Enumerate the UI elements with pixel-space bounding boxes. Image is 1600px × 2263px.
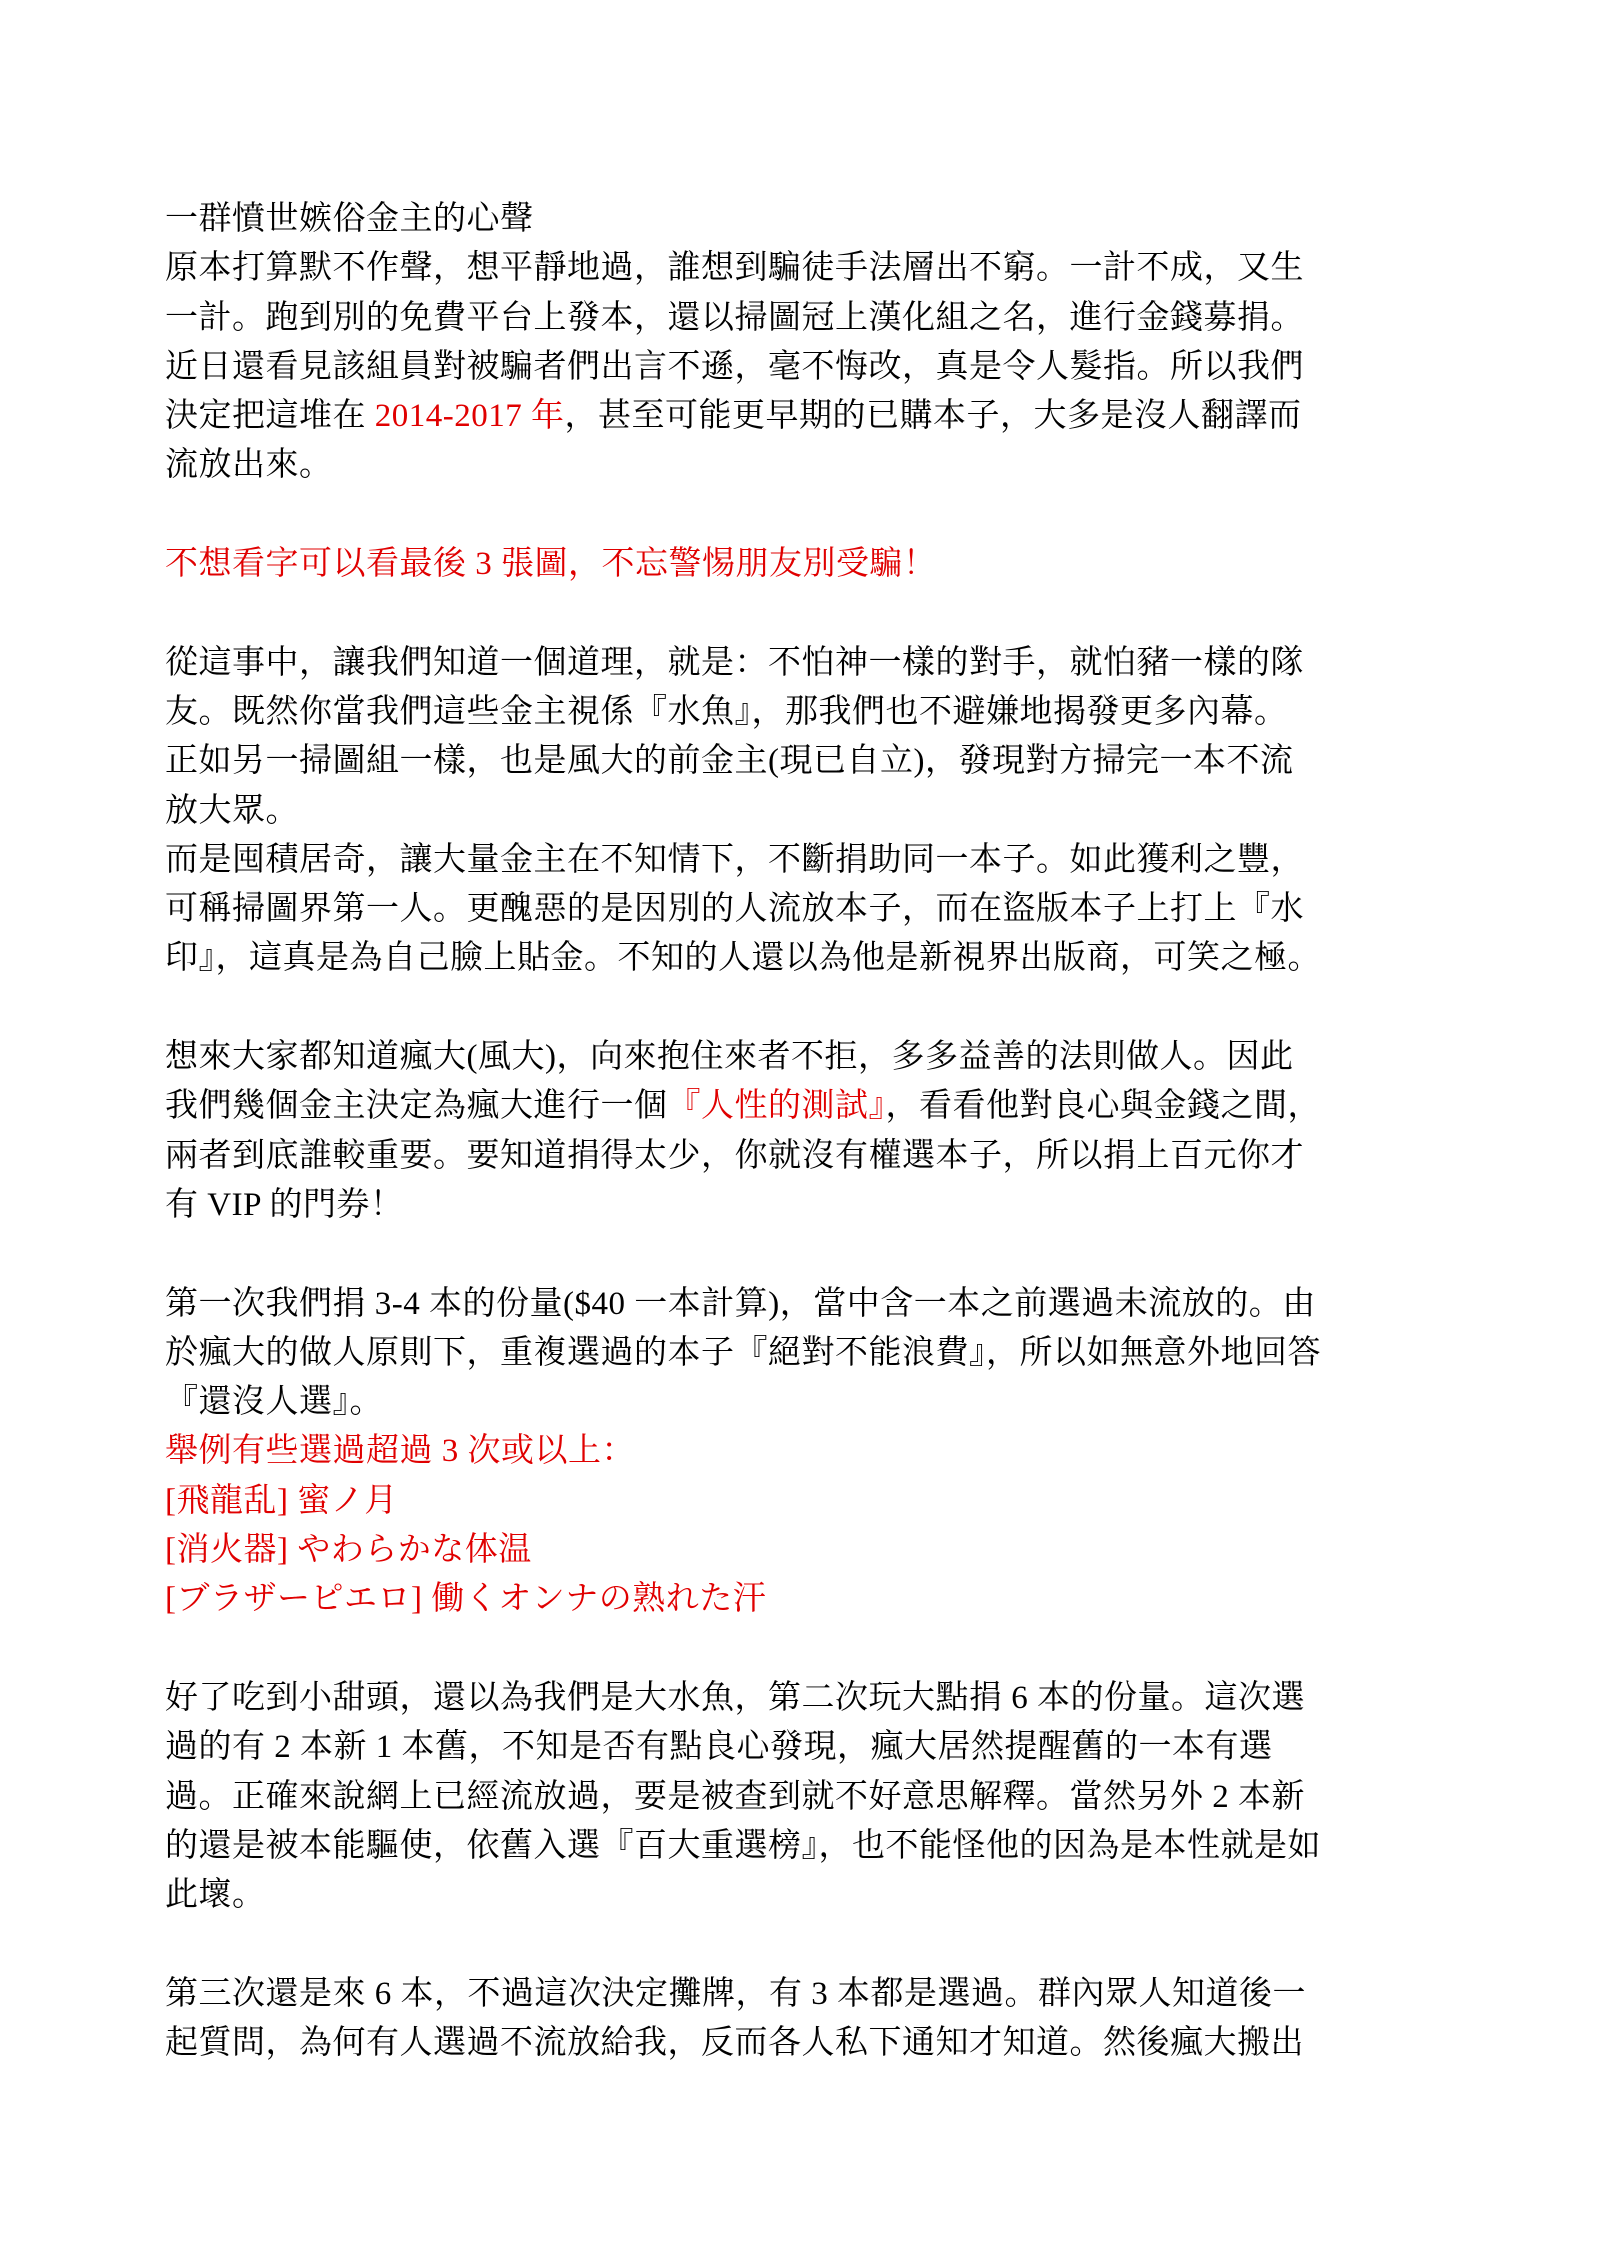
- text-line: [165, 540, 1440, 589]
- text-line: [165, 244, 1440, 293]
- text-run: ，甚至可能更早期的已購本子，大多是沒人翻譯而: [564, 398, 1302, 435]
- text-run: 印』，這真是為自己臉上貼金。不知的人還以為他是新視界出版商，可笑之極。: [165, 940, 1321, 977]
- red-text-run: 舉例有些選過超過 3 次或以上：: [165, 1433, 635, 1470]
- text-line: [165, 441, 1440, 490]
- text-line: [165, 1822, 1440, 1871]
- text-run: 此壞。: [165, 1877, 266, 1914]
- paragraph: [165, 1280, 1440, 1625]
- text-line: [165, 688, 1440, 737]
- text-run: 第三次還是來 6 本，不過這次決定攤牌，有 3 本都是選過。群內眾人知道後一: [165, 1975, 1306, 2012]
- paragraph-spacer: [165, 1230, 1440, 1279]
- paragraph-spacer: [165, 491, 1440, 540]
- text-line: [165, 1723, 1440, 1772]
- text-line: [165, 1526, 1440, 1575]
- text-run: 有 VIP 的門券！: [165, 1186, 404, 1223]
- text-line: [165, 1575, 1440, 1624]
- paragraph: [165, 195, 1440, 491]
- text-run: 原本打算默不作聲，想平靜地過，誰想到騙徒手法層出不窮。一計不成，又生: [165, 250, 1304, 287]
- text-line: [165, 1280, 1440, 1329]
- red-text-run: [消火器] やわらかな体温: [165, 1532, 532, 1569]
- text-run: 正如另一掃圖組一樣，也是風大的前金主(現已自立)，發現對方掃完一本不流: [165, 743, 1294, 780]
- paragraph: [165, 1033, 1440, 1230]
- text-line: [165, 1378, 1440, 1427]
- text-run: 一群憤世嫉俗金主的心聲: [165, 201, 534, 237]
- text-line: [165, 195, 1440, 244]
- text-line: [165, 1674, 1440, 1723]
- paragraph: [165, 540, 1440, 589]
- text-line: [165, 1970, 1440, 2019]
- red-text-run: 『人性的測試』: [667, 1088, 886, 1125]
- text-line: [165, 343, 1440, 392]
- text-line: [165, 294, 1440, 343]
- text-line: [165, 392, 1440, 441]
- text-run: 近日還看見該組員對被騙者們出言不遜，毫不悔改，真是令人髮指。所以我們: [165, 348, 1304, 385]
- text-line: [165, 1329, 1440, 1378]
- text-run: 第一次我們捐 3-4 本的份量($40 一本計算)，當中含一本之前選過未流放的。由: [165, 1285, 1316, 1322]
- text-run: 過。正確來說網上已經流放過，要是被查到就不好意思解釋。當然另外 2 本新: [165, 1778, 1305, 1815]
- text-run: 過的有 2 本新 1 本舊，不知是否有點良心發現，瘋大居然提醒舊的一本有選: [165, 1729, 1273, 1766]
- text-line: [165, 2019, 1440, 2068]
- text-line: [165, 787, 1440, 836]
- text-run: 從這事中，讓我們知道一個道理，就是：不怕神一樣的對手，就怕豬一樣的隊: [165, 644, 1304, 681]
- red-text-run: [ブラザーピエロ] 働くオンナの熟れた汗: [165, 1581, 767, 1618]
- paragraph-spacer: [165, 984, 1440, 1033]
- text-run: 『還沒人選』。: [165, 1384, 383, 1421]
- paragraph-spacer: [165, 1920, 1440, 1969]
- paragraph-spacer: [165, 1625, 1440, 1674]
- red-text-run: 不想看字可以看最後 3 張圖，不忘警惕朋友別受騙！: [165, 546, 937, 583]
- text-line: [165, 1773, 1440, 1822]
- text-run: 好了吃到小甜頭，還以為我們是大水魚，第二次玩大點捐 6 本的份量。這次選: [165, 1679, 1305, 1716]
- text-run: 決定把這堆在: [165, 398, 375, 435]
- text-run: 流放出來。: [165, 447, 333, 484]
- text-run: 可稱掃圖界第一人。更醜惡的是因別的人流放本子，而在盜版本子上打上『水: [165, 891, 1304, 928]
- text-run: 放大眾。: [165, 792, 299, 829]
- text-run: 想來大家都知道瘋大(風大)，向來抱住來者不拒，多多益善的法則做人。因此: [165, 1039, 1294, 1076]
- text-line: [165, 1181, 1440, 1230]
- text-run: 我們幾個金主決定為瘋大進行一個: [165, 1088, 668, 1125]
- text-run: 一計。跑到別的免費平台上發本，還以掃圖冠上漢化組之名，進行金錢募捐。: [165, 299, 1304, 336]
- text-line: [165, 934, 1440, 983]
- text-line: [165, 639, 1440, 688]
- text-run: 而是囤積居奇，讓大量金主在不知情下，不斷捐助同一本子。如此獲利之豐，: [165, 841, 1304, 878]
- paragraph-spacer: [165, 589, 1440, 638]
- paragraph: [165, 1970, 1440, 2069]
- text-line: [165, 1477, 1440, 1526]
- text-line: [165, 1871, 1440, 1920]
- text-line: [165, 1427, 1440, 1476]
- red-text-run: [飛龍乱] 蜜ノ月: [165, 1482, 398, 1519]
- text-line: [165, 1132, 1440, 1181]
- text-line: [165, 1033, 1440, 1082]
- text-run: 起質問，為何有人選過不流放給我，反而各人私下通知才知道。然後瘋大搬出: [165, 2024, 1304, 2061]
- paragraph: [165, 639, 1440, 984]
- text-line: [165, 885, 1440, 934]
- text-line: [165, 836, 1440, 885]
- paragraph: [165, 1674, 1440, 1920]
- text-line: [165, 737, 1440, 786]
- text-line: [165, 1082, 1440, 1131]
- red-text-run: 2014-2017 年: [374, 398, 565, 435]
- text-run: ，看看他對良心與金錢之間，: [885, 1088, 1321, 1125]
- text-run: 於瘋大的做人原則下，重複選過的本子『絕對不能浪費』，所以如無意外地回答: [165, 1334, 1321, 1371]
- text-run: 友。既然你當我們這些金主視係『水魚』，那我們也不避嫌地揭發更多內幕。: [165, 693, 1288, 730]
- text-run: 兩者到底誰較重要。要知道捐得太少，你就沒有權選本子，所以捐上百元你才: [165, 1137, 1304, 1174]
- text-run: 的還是被本能驅使，依舊入選『百大重選榜』，也不能怪他的因為是本性就是如: [165, 1827, 1321, 1864]
